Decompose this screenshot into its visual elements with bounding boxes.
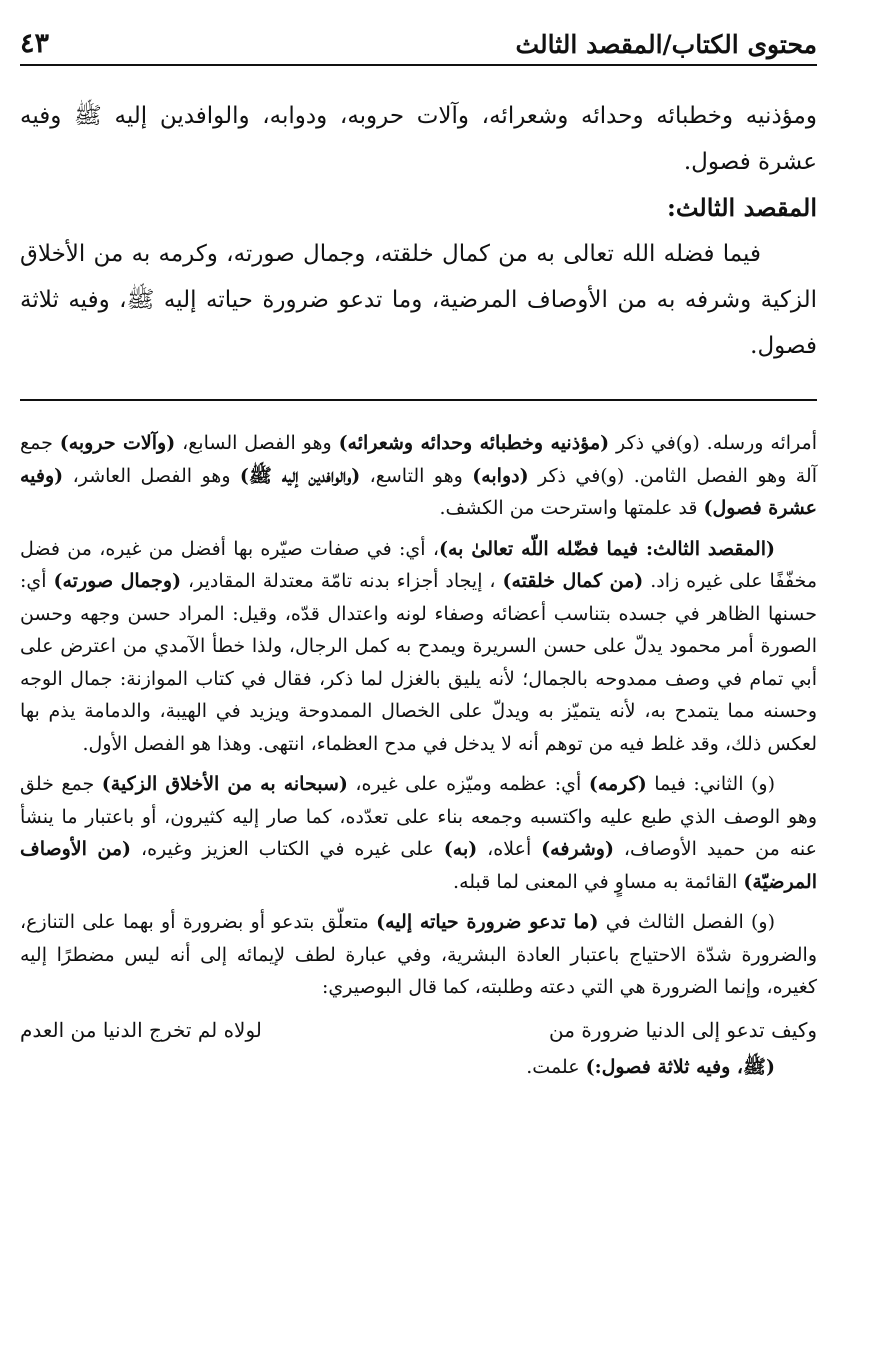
text: ، إيجاد أجزاء بدنه تامّة معتدلة المقادير، <box>181 570 503 592</box>
commentary-paragraph-4 <box>20 906 817 1004</box>
commentary-paragraph-2 <box>20 533 817 761</box>
commentary <box>20 427 817 1086</box>
bold-quote: (به) <box>443 838 478 860</box>
text: أمرائه ورسله. (و)في ذكر <box>609 432 818 454</box>
bold-quote: (وفيه عشرة فصول) <box>20 464 817 519</box>
text: ، أي: في صفات صيّره بها أفضل من غيره، من فضل مخفّفًا على غيره زاد. <box>20 537 817 592</box>
text: أعلاه، <box>477 838 542 860</box>
text: وهو الفصل السابع، <box>175 432 339 454</box>
bold-quote: (والوافدين إليه ﷺ) <box>239 464 361 487</box>
header-rule <box>20 64 817 66</box>
bold-quote: (مؤذنيه وخطبائه وحدائه وشعرائه) <box>338 432 610 454</box>
text: جمع آلة وهو الفصل الثامن. (و)في ذكر <box>20 432 818 487</box>
bold-quote: (كرمه) <box>588 773 647 795</box>
main-paragraph-2: فيما فضله الله تعالى به من كمال خلقته، وجمال صورته، وكرمه به من الأخلاق الزكية وشرفه به من الأوصاف المرضية، وما تدعو ضرورة حياته إليه ﷺ، وفيه ثلاثة فصول. <box>20 241 817 359</box>
text: قد علمتها واسترحت من الكشف. <box>439 497 704 519</box>
text: القائمة به مساوٍ في المعنى لما قبله. <box>453 870 744 893</box>
poetry-verse <box>20 1012 817 1048</box>
commentary-paragraph-3 <box>20 768 817 898</box>
text: (و) الثاني: فيما <box>646 773 775 795</box>
text: على غيره في الكتاب العزيز وغيره، <box>131 838 444 860</box>
text: جمع خلق وهو الوصف الذي طبع عليه واكتسبه وجمعه بناء على تعدّده، كما صار إليه كثيرون، أو باعتبار ما ينشأ عنه من حميد الأوصاف، <box>20 773 817 860</box>
bold-quote: (ﷺ، وفيه ثلاثة فصول:) <box>585 1055 775 1078</box>
verse-first-hemistich: وكيف تدعو إلى الدنيا ضرورة من <box>549 1017 817 1042</box>
bold-quote: (وآلات حروبه) <box>59 432 176 454</box>
commentary-paragraph-1 <box>20 427 817 525</box>
bold-quote: (المقصد الثالث: فيما فضّله اللّه تعالىٰ به) <box>439 537 775 560</box>
text: (و) الفصل الثالث في <box>598 911 775 933</box>
main-text <box>20 93 817 369</box>
text: متعلّق بتدعو أو بضرورة أو بهما على التنازع، والضرورة شدّة الاحتياج باعتبار العادة البشرية، وفي عبارة لطف لإيمائه إلى أنه ليس مضطرًا إليه كغيره، وإنما الضرورة هي التي دعته وطلبته، كما قال البوصيري: <box>20 911 817 998</box>
text: وهو التاسع، <box>360 464 473 487</box>
bold-quote: (وشرفه) <box>541 838 614 860</box>
text: أي: حسنها الظاهر في جسده بتناسب أعضائه وصفاء لونه واعتدال قدّه، وقيل: المراد حسن وجهه وحسن الصورة أمر محمود يدلّ على حسن السريرة ويمدح به كمل الرجال، ولذا خطأ الآمدي من اعترض على أبي تمام في وصف ممدوحه بالجمال؛ لأنه يليق بالغزل لما ذكر، فقال في كتاب الموازنة: جمال الوجه وحسنه مما يتمدح به، لأنه يتميّز به ويدلّ على الخصال الممدوحة ويزيد في الهيبة، والدمامة يذم بها لعكس ذلك، وقد غلط فيه من توهم أنه لا يدخل في مدح العظماء، انتهى. وهذا هو الفصل الأول. <box>20 570 817 755</box>
bold-quote: (دوابه) <box>472 464 529 487</box>
header-title: محتوى الكتاب/المقصد الثالث <box>515 30 817 59</box>
bold-quote: (سبحانه به من الأخلاق الزكية) <box>101 773 348 795</box>
text: علمت. <box>526 1055 586 1078</box>
commentary-closing <box>20 1048 817 1086</box>
text: أي: عظمه وميّزه على غيره، <box>347 773 589 795</box>
bold-quote: (ما تدعو ضرورة حياته إليه) <box>376 911 599 933</box>
bold-quote: (وجمال صورته) <box>53 570 182 592</box>
book-page <box>20 22 817 1094</box>
bold-quote: (من الأوصاف المرضيّة) <box>20 838 817 893</box>
footnote-divider <box>20 399 817 401</box>
section-title: المقصد الثالث: <box>666 193 817 222</box>
page-number: ٤٣ <box>20 28 50 59</box>
bold-quote: (من كمال خلقته) <box>502 570 644 592</box>
text: وهو الفصل العاشر، <box>63 464 240 487</box>
verse-second-hemistich: لولاه لم تخرج الدنيا من العدم <box>20 1017 262 1042</box>
main-paragraph-1: ومؤذنيه وخطبائه وحدائه وشعرائه، وآلات حروبه، ودوابه، والوافدين إليه ﷺ وفيه عشرة فصول. <box>20 103 817 175</box>
running-header <box>20 22 817 62</box>
